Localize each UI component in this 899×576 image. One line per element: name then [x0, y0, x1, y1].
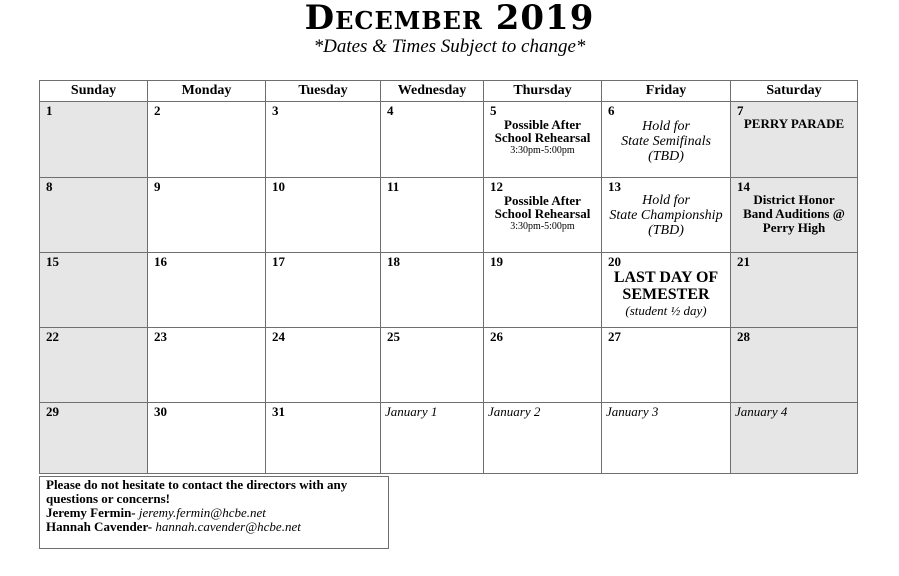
- day-cell: [484, 403, 602, 474]
- day-number: 26: [490, 329, 503, 344]
- day-number: 31: [272, 404, 285, 419]
- event-honor-band-auditions: District Honor Band Auditions @ Perry High: [743, 192, 845, 235]
- event-time: 3:30pm-5:00pm: [510, 145, 575, 156]
- day-cell: [484, 253, 602, 328]
- day-cell: [266, 102, 381, 178]
- day-number: 1: [46, 103, 53, 118]
- day-cell: [602, 403, 731, 474]
- day-cell: [381, 253, 484, 328]
- day-number: 15: [46, 254, 59, 269]
- day-number: 12: [490, 179, 503, 194]
- contact-message: Please do not hesitate to contact the directors with any questions or concerns!: [46, 477, 348, 506]
- day-number: 22: [46, 329, 59, 344]
- director-name: Hannah Cavender-: [46, 519, 153, 534]
- day-number: January 3: [606, 404, 659, 419]
- day-cell: [148, 178, 266, 253]
- event-line: Hold for: [642, 119, 690, 134]
- day-number: January 1: [385, 404, 438, 419]
- day-number: 29: [46, 404, 59, 419]
- weekday-monday: Monday: [148, 81, 266, 102]
- day-cell: [40, 328, 148, 403]
- weekday-sunday: Sunday: [40, 81, 148, 102]
- calendar-grid: [39, 80, 858, 474]
- week-row: [40, 102, 858, 178]
- day-number: 19: [490, 254, 503, 269]
- day-cell: [266, 253, 381, 328]
- event-line: Hold for: [642, 193, 690, 208]
- day-cell: [40, 178, 148, 253]
- week-row: [40, 178, 858, 253]
- day-number: 3: [272, 103, 279, 118]
- contact-box: [39, 476, 389, 549]
- day-number: 5: [490, 103, 497, 118]
- event-last-day-of-semester: [602, 269, 730, 318]
- weekday-thursday: Thursday: [484, 81, 602, 102]
- day-cell: [148, 328, 266, 403]
- day-cell: [381, 102, 484, 178]
- director-contact: [46, 506, 382, 520]
- director-email: hannah.cavender@hcbe.net: [155, 519, 301, 534]
- day-number: 20: [608, 254, 621, 269]
- event-note: (student ½ day): [625, 303, 707, 318]
- weekday-saturday: Saturday: [731, 81, 858, 102]
- day-cell: [148, 253, 266, 328]
- event-rehearsal: [484, 194, 601, 233]
- event-perry-parade: PERRY PARADE: [743, 116, 845, 131]
- day-number: January 2: [488, 404, 541, 419]
- week-row: [40, 328, 858, 403]
- day-number: 14: [737, 179, 750, 194]
- day-cell: [381, 328, 484, 403]
- week-row: [40, 403, 858, 474]
- day-number: 13: [608, 179, 621, 194]
- day-number: January 4: [735, 404, 788, 419]
- day-cell: [266, 178, 381, 253]
- day-cell: [484, 178, 602, 253]
- event-line: State Championship: [609, 208, 723, 223]
- day-number: 2: [154, 103, 161, 118]
- weekday-header-row: [40, 81, 858, 102]
- event-line: State Semifinals: [621, 134, 711, 149]
- day-cell: [40, 102, 148, 178]
- day-number: 17: [272, 254, 285, 269]
- day-cell: [602, 253, 731, 328]
- weekday-friday: Friday: [602, 81, 731, 102]
- day-cell: [731, 102, 858, 178]
- event-state-championship: [602, 193, 730, 238]
- day-cell: [602, 178, 731, 253]
- event-state-semifinals: [602, 119, 730, 164]
- event-title: Possible After School Rehearsal: [494, 193, 591, 221]
- day-cell: [40, 253, 148, 328]
- day-number: 30: [154, 404, 167, 419]
- day-number: 24: [272, 329, 285, 344]
- day-cell: [731, 328, 858, 403]
- day-number: 8: [46, 179, 53, 194]
- day-cell: [731, 178, 858, 253]
- day-number: 28: [737, 329, 750, 344]
- day-number: 10: [272, 179, 285, 194]
- day-number: 16: [154, 254, 167, 269]
- day-number: 23: [154, 329, 167, 344]
- event-rehearsal: [484, 118, 601, 157]
- event-title: Possible After School Rehearsal: [494, 117, 591, 145]
- day-cell: [40, 403, 148, 474]
- event-title: LAST DAY OF SEMESTER: [613, 269, 719, 303]
- event-line: (TBD): [648, 149, 684, 164]
- event-time: 3:30pm-5:00pm: [510, 221, 575, 232]
- week-row: [40, 253, 858, 328]
- day-number: 25: [387, 329, 400, 344]
- day-cell: [381, 403, 484, 474]
- page-subtitle: *Dates & Times Subject to change*: [313, 36, 586, 57]
- page-title: December 2019: [304, 0, 595, 38]
- day-cell: [484, 102, 602, 178]
- day-cell: [266, 403, 381, 474]
- director-email: jeremy.fermin@hcbe.net: [138, 505, 266, 520]
- day-cell: [602, 102, 731, 178]
- day-cell: [602, 328, 731, 403]
- day-number: 18: [387, 254, 400, 269]
- day-cell: [381, 178, 484, 253]
- day-number: 11: [387, 179, 400, 194]
- day-cell: [731, 403, 858, 474]
- day-cell: [266, 328, 381, 403]
- day-cell: [484, 328, 602, 403]
- event-line: (TBD): [648, 223, 684, 238]
- director-name: Jeremy Fermin-: [46, 505, 136, 520]
- day-number: 27: [608, 329, 621, 344]
- day-number: 21: [737, 254, 750, 269]
- weekday-wednesday: Wednesday: [381, 81, 484, 102]
- day-cell: [148, 403, 266, 474]
- day-cell: [731, 253, 858, 328]
- director-contact: [46, 520, 382, 534]
- day-number: 4: [387, 103, 394, 118]
- day-number: 9: [154, 179, 161, 194]
- day-number: 6: [608, 103, 615, 118]
- day-number: 7: [737, 103, 744, 118]
- day-cell: [148, 102, 266, 178]
- weekday-tuesday: Tuesday: [266, 81, 381, 102]
